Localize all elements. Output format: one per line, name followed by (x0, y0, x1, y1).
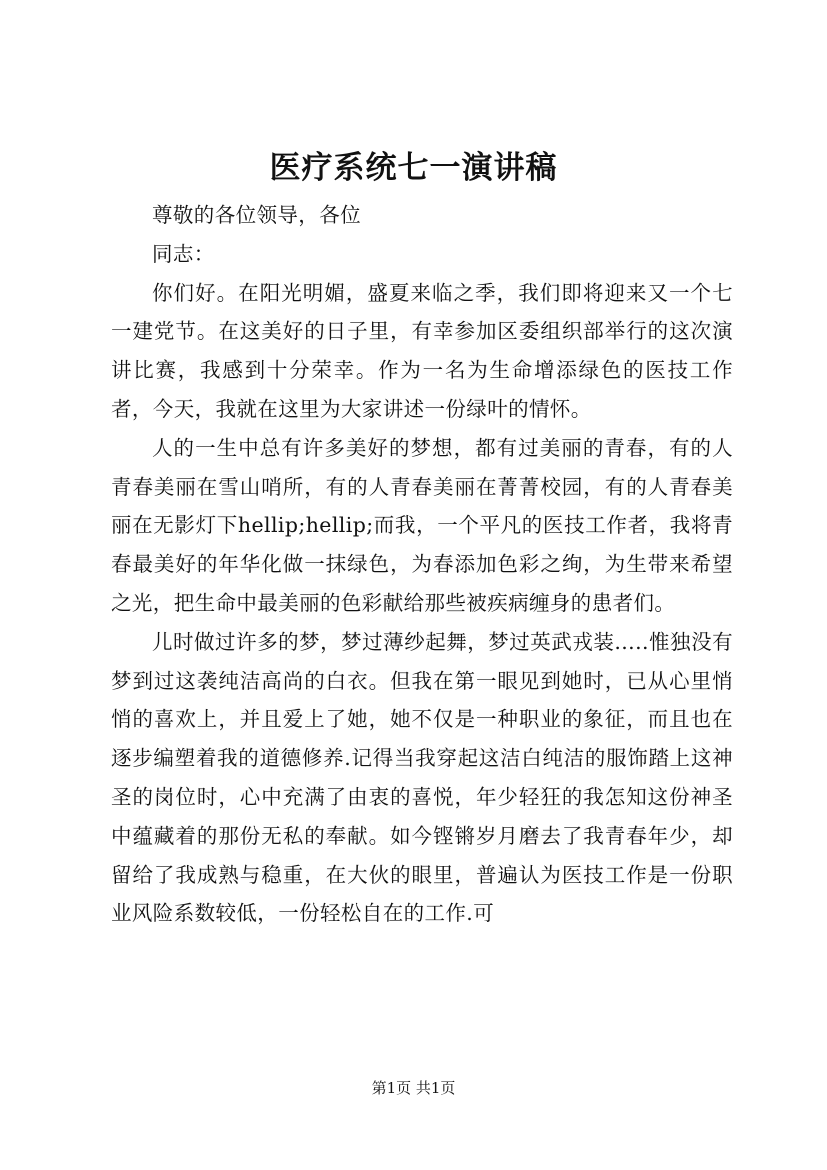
paragraph-white-coat: 儿时做过许多的梦，梦过薄纱起舞，梦过英武戎装.....惟独没有梦到过这袭纯洁高尚的白衣。但我在第一眼见到她时，已从心里悄悄的喜欢上，并且爱上了她，她不仅是一种职业的象征，而且也在逐步编塑着我的道德修养.记得当我穿起这洁白纯洁的服饰踏上这神圣的岗位时，心中充满了由衷的喜悦，年少轻狂的我怎知这份神圣中蕴藏着的那份无私的奉献。如今铿锵岁月磨去了我青春年少，却留给了我成熟与稳重，在大伙的眼里，普遍认为医技工作是一份职业风险系数较低，一份轻松自在的工作.可 (111, 629, 733, 926)
salutation-line-1: 尊敬的各位领导，各位 (152, 203, 361, 227)
paragraph-greeting: 你们好。在阳光明媚，盛夏来临之季，我们即将迎来又一个七一建党节。在这美好的日子里，有幸参加区委组织部举行的这次演讲比赛，我感到十分荣幸。作为一名为生命增添绿色的医技工作者，今天，我就在这里为大家讲述一份绿叶的情怀。 (111, 280, 733, 421)
salutation-line-2: 同志： (152, 241, 215, 266)
page-footer: 第1页 共1页 (371, 1079, 456, 1097)
paragraph-dreams: 人的一生中总有许多美好的梦想，都有过美丽的青春，有的人青春美丽在雪山哨所，有的人青春美丽在菁菁校园，有的人青春美丽在无影灯下hellip;hellip;而我，一个平凡的医技工作者，我将青春最美好的年华化做一抹绿色，为春添加色彩之绚，为生带来希望之光，把生命中最美丽的色彩献给那些被疾病缠身的患者们。 (111, 435, 733, 615)
document-title: 医疗系统七一演讲稿 (269, 150, 558, 186)
document-body (111, 196, 733, 933)
